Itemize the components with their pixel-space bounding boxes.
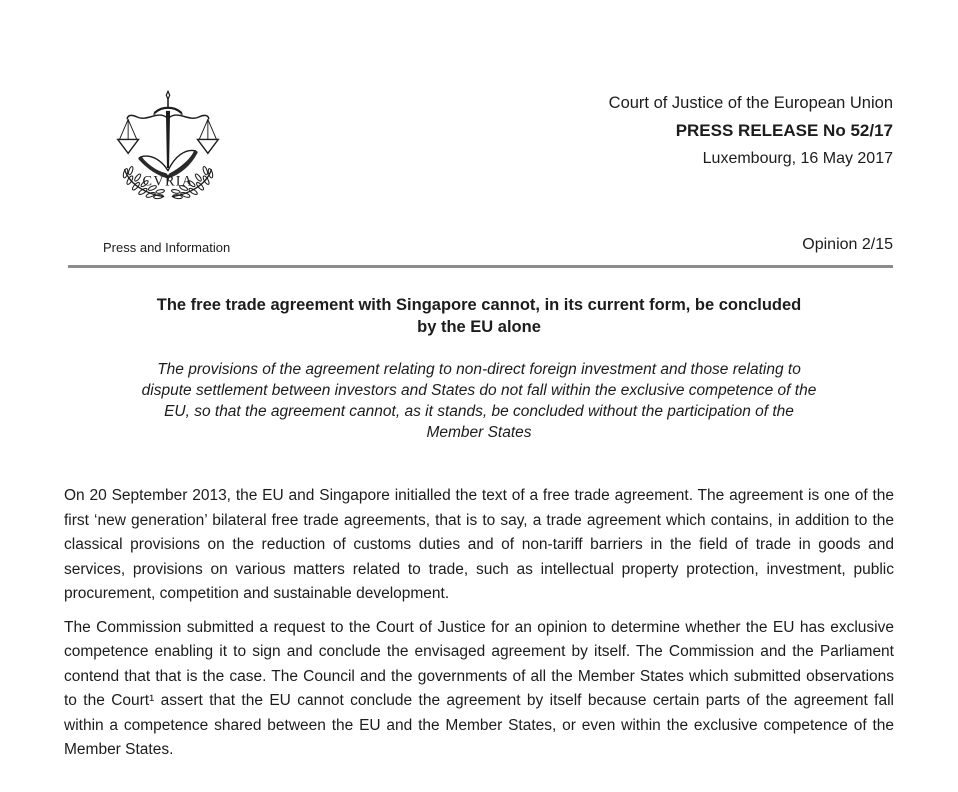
- dateline: Luxembourg, 16 May 2017: [702, 150, 893, 167]
- body-paragraph: On 20 September 2013, the EU and Singapore initialled the text of a free trade agreement. The agreement is one of the first ‘new generation’ bilateral free trade agreements, that is to say, a trade agreement which contains, in addition to the classical provisions on the reduction of customs duties and of non-tariff barriers in the field of trade in goods and services, provisions on various matters related to trade, such as intellectual property protection, investment, public procurement, competition and sustainable development.: [64, 487, 894, 602]
- press-information-label: Press and Information: [103, 240, 231, 255]
- cvria-logo: [116, 90, 220, 202]
- headline: [64, 294, 894, 338]
- subheadline: [64, 359, 894, 443]
- press-release-number: PRESS RELEASE No 52/17: [675, 121, 893, 140]
- subheadline-line: The provisions of the agreement relating to non-direct foreign investment and those relating to: [157, 361, 801, 378]
- headline-line: by the EU alone: [417, 318, 541, 336]
- logo-caption: CVRIA: [142, 173, 194, 190]
- headline-line: The free trade agreement with Singapore cannot, in its current form, be concluded: [156, 296, 802, 314]
- header-divider: [68, 265, 893, 268]
- body-paragraph: The Commission submitted a request to the Court of Justice for an opinion to determine whether the EU has exclusive competence enabling it to sign and conclude the envisaged agreement by itself. The Commission and the Parliament contend that that is the case. The Council and the governments of all the Member States which submitted observations to the Court¹ assert that the EU cannot conclude the agreement by itself because certain parts of the agreement fall within a competence shared between the EU and the Member States, or even within the exclusive competence of the Member States.: [64, 618, 894, 758]
- body-text: [64, 484, 894, 772]
- institution-name: Court of Justice of the European Union: [608, 94, 893, 112]
- case-reference: Opinion 2/15: [802, 236, 893, 253]
- subheadline-line: EU, so that the agreement cannot, as it stands, be concluded without the participation of the: [164, 403, 794, 420]
- header-block: [609, 89, 893, 173]
- subheadline-line: Member States: [426, 424, 532, 441]
- cvria-scales-of-justice-icon: [116, 90, 220, 201]
- subheadline-line: dispute settlement between investors and States do not fall within the exclusive competence of the: [141, 382, 817, 399]
